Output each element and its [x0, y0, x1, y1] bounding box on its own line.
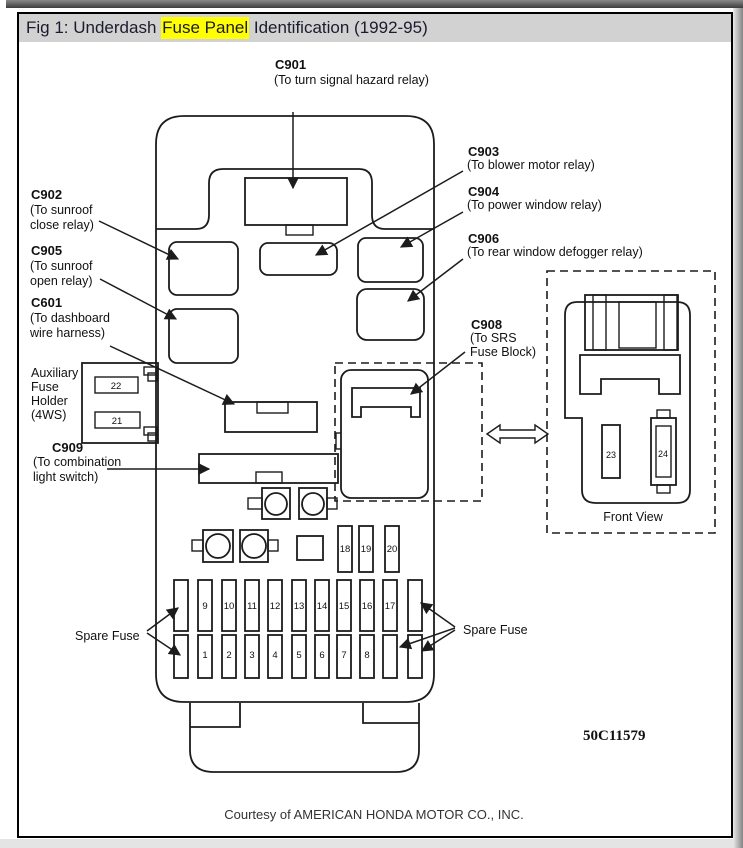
- svg-text:Holder: Holder: [31, 394, 68, 408]
- fuse-16-label: 16: [361, 601, 373, 612]
- c906-label: [467, 231, 643, 259]
- fuse-9-label: 9: [202, 601, 208, 612]
- round-fuse-holder-lower: [192, 530, 278, 562]
- svg-text:C903: C903: [468, 144, 500, 159]
- svg-text:(To SRS: (To SRS: [470, 331, 517, 345]
- fuse-8-label: 8: [364, 650, 370, 661]
- auxiliary-fuse-holder: [82, 363, 158, 443]
- srs-fuse-block: [336, 370, 428, 498]
- c905-socket: [169, 309, 238, 363]
- relay-socket-small: [297, 536, 323, 560]
- round-fuse-holder-upper: [248, 488, 337, 519]
- c902-label: [30, 187, 94, 232]
- title-prefix: Fig 1: Underdash: [26, 18, 162, 37]
- srs-front-view: [565, 295, 690, 524]
- svg-text:(4WS): (4WS): [31, 408, 67, 422]
- svg-text:C909: C909: [52, 440, 84, 455]
- fuse-18-label: 18: [339, 544, 351, 555]
- svg-text:Fuse: Fuse: [31, 380, 59, 394]
- c908-label: [470, 317, 536, 359]
- fuse-row-18-20: [338, 526, 399, 572]
- svg-text:(To turn signal hazard relay): (To turn signal hazard relay): [274, 73, 429, 87]
- figure-part-code: 50C11579: [583, 728, 646, 744]
- front-fuse-23-label: 23: [605, 450, 617, 460]
- fuse-1-label: 1: [202, 650, 208, 661]
- svg-text:C902: C902: [31, 187, 63, 202]
- svg-text:light switch): light switch): [33, 470, 99, 484]
- fuse-7-label: 7: [341, 650, 347, 661]
- aux-holder-label: [31, 366, 79, 422]
- fuse-4-label: 4: [272, 650, 278, 661]
- aux-fuse-21-label: 21: [111, 416, 123, 427]
- spare-fuse-label-right: Spare Fuse: [463, 623, 528, 637]
- fuse-13-label: 13: [293, 601, 305, 612]
- fuse-row-top: [174, 580, 422, 631]
- c901-connector: [245, 178, 347, 235]
- svg-text:wire harness): wire harness): [30, 326, 106, 340]
- fuse-20-label: 20: [386, 544, 398, 555]
- svg-text:Fuse Block): Fuse Block): [470, 345, 536, 359]
- c902-socket: [169, 242, 238, 295]
- front-view-caption: Front View: [603, 510, 663, 524]
- c601-label: [29, 295, 110, 340]
- svg-text:(To sunroof: (To sunroof: [30, 259, 93, 273]
- fuse-17-label: 17: [384, 601, 396, 612]
- fuse-14-label: 14: [316, 601, 328, 612]
- svg-text:C601: C601: [31, 295, 63, 310]
- spare-fuse-label-left: Spare Fuse: [75, 629, 140, 643]
- svg-text:(To blower motor relay): (To blower motor relay): [467, 158, 595, 172]
- svg-text:C905: C905: [31, 243, 63, 258]
- fuse-2-label: 2: [226, 650, 232, 661]
- svg-text:(To combination: (To combination: [33, 455, 122, 469]
- fuse-12-label: 12: [269, 601, 281, 612]
- svg-text:(To rear window defogger relay: (To rear window defogger relay): [467, 245, 643, 259]
- fuse-15-label: 15: [338, 601, 350, 612]
- c901-label: [274, 57, 429, 87]
- fuse-11-label: 11: [247, 601, 257, 612]
- courtesy-line: Courtesy of AMERICAN HONDA MOTOR CO., INC.: [224, 807, 524, 822]
- c909-label: [33, 440, 121, 484]
- svg-text:open relay): open relay): [30, 274, 93, 288]
- fuse-3-label: 3: [249, 650, 255, 661]
- svg-text:C906: C906: [468, 231, 500, 246]
- c905-label: [30, 243, 93, 288]
- fuse-row-bottom: [174, 635, 422, 678]
- svg-text:Auxiliary: Auxiliary: [31, 366, 79, 380]
- c904-socket: [358, 238, 423, 282]
- front-fuse-24-label: 24: [657, 449, 669, 459]
- c909-connector: [199, 454, 338, 483]
- fuse-19-label: 19: [360, 544, 372, 555]
- fuse-10-label: 10: [223, 601, 235, 612]
- svg-text:C908: C908: [471, 317, 503, 332]
- svg-text:(To power window relay): (To power window relay): [467, 198, 602, 212]
- fuse-6-label: 6: [319, 650, 325, 661]
- c904-label: [467, 184, 602, 212]
- view-link-arrow-icon: [487, 425, 548, 443]
- c903-socket: [260, 243, 337, 275]
- svg-text:C901: C901: [275, 57, 307, 72]
- title-highlight: Fuse Panel: [162, 18, 249, 37]
- svg-text:(To sunroof: (To sunroof: [30, 203, 93, 217]
- aux-fuse-22-label: 22: [110, 381, 122, 392]
- svg-text:(To dashboard: (To dashboard: [30, 311, 110, 325]
- title-suffix: Identification (1992-95): [249, 18, 428, 37]
- svg-text:C904: C904: [468, 184, 500, 199]
- fuse-5-label: 5: [296, 650, 302, 661]
- svg-text:close relay): close relay): [30, 218, 94, 232]
- c903-label: [467, 144, 595, 172]
- c601-connector: [225, 402, 317, 432]
- bottom-bracket: [190, 703, 419, 772]
